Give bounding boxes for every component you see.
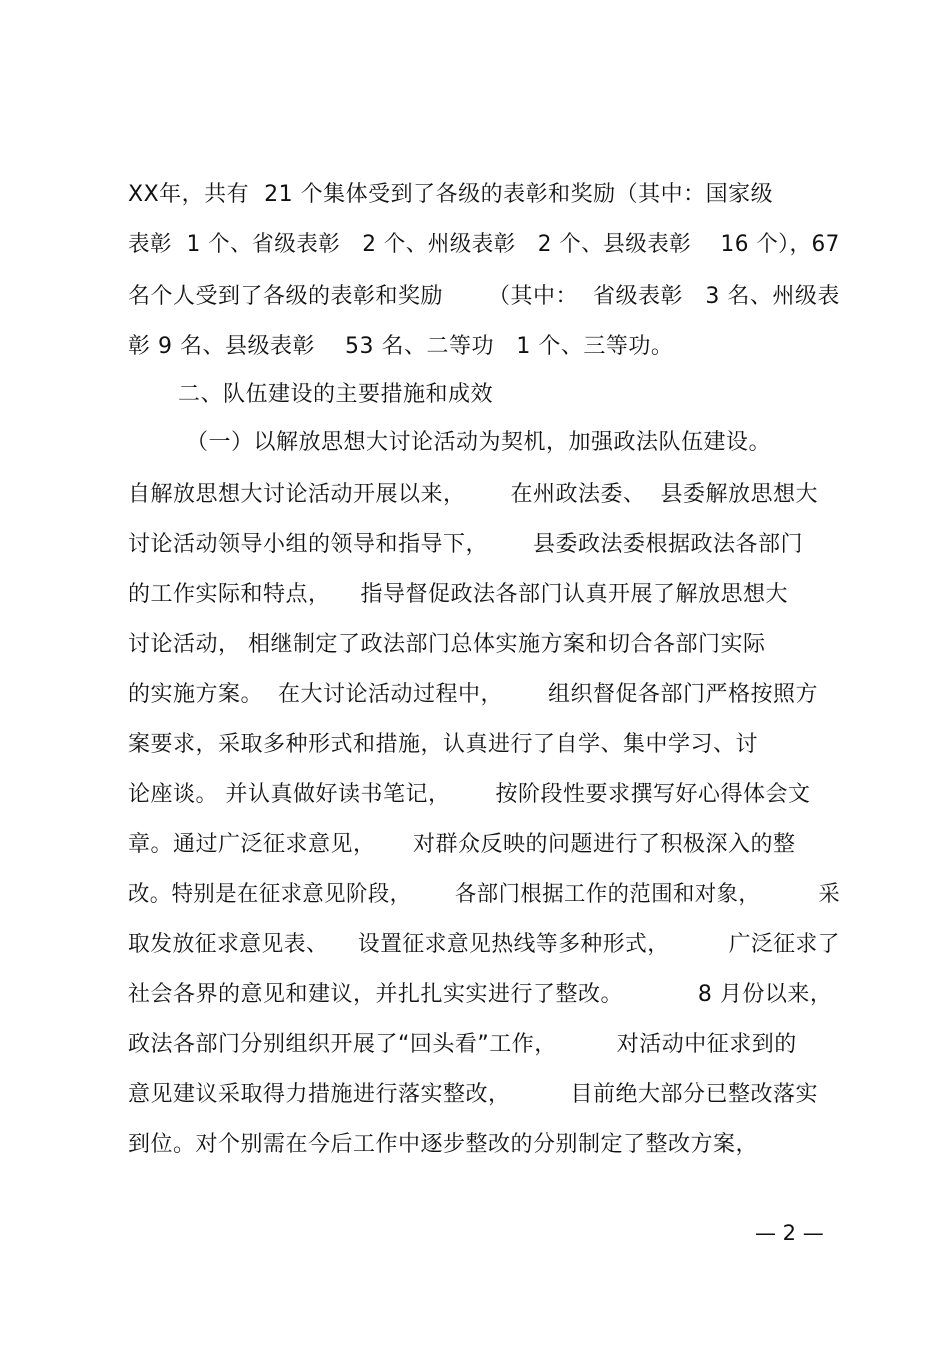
page-number: — 2 — — [755, 1221, 824, 1245]
text-line: 名个人受到了各级的表彰和奖励 （其中： 省级表彰 3 名、州级表 — [128, 284, 840, 309]
text-line: XX年，共有 21 个集体受到了各级的表彰和奖励（其中：国家级 — [128, 182, 774, 207]
text-line: 到位。对个别需在今后工作中逐步整改的分别制定了整改方案， — [128, 1132, 759, 1157]
text-line: 论座谈。 并认真做好读书笔记， 按阶段性要求撰写好心得体会文 — [128, 782, 811, 807]
text-line: 的实施方案。 在大讨论活动过程中， 组织督促各部门严格按照方 — [128, 682, 818, 707]
text-line: 的工作实际和特点， 指导督促政法各部门认真开展了解放思想大 — [128, 582, 788, 607]
text-line: 意见建议采取得力措施进行落实整改， 目前绝大部分已整改落实 — [128, 1082, 818, 1107]
section-heading: 二、队伍建设的主要措施和成效 — [178, 382, 494, 407]
text-line: 彰 9 名、县级表彰 53 名、二等功 1 个、三等功。 — [128, 334, 674, 359]
text-line: 讨论活动领导小组的领导和指导下， 县委政法委根据政法各部门 — [128, 532, 803, 557]
text-line: 取发放征求意见表、 设置征求意见热线等多种形式， 广泛征求了 — [128, 932, 841, 957]
text-line: 讨论活动， 相继制定了政法部门总体实施方案和切合各部门实际 — [128, 632, 766, 657]
text-line: 自解放思想大讨论活动开展以来， 在州政法委、 县委解放思想大 — [128, 482, 818, 507]
text-line: 章。通过广泛征求意见， 对群众反映的问题进行了积极深入的整 — [128, 832, 796, 857]
text-line: 案要求，采取多种形式和措施，认真进行了自学、集中学习、讨 — [128, 732, 759, 757]
text-line: 社会各界的意见和建议，并扎扎实实进行了整改。 8 月份以来， — [128, 982, 833, 1007]
text-line: 表彰 1 个、省级表彰 2 个、州级表彰 2 个、县级表彰 16 个），67 — [128, 232, 840, 257]
subsection-heading: （一）以解放思想大讨论活动为契机，加强政法队伍建设。 — [186, 430, 772, 455]
text-line: 政法各部门分别组织开展了“回头看”工作， 对活动中征求到的 — [128, 1032, 797, 1057]
text-line: 改。特别是在征求意见阶段， 各部门根据工作的范围和对象， 采 — [128, 882, 841, 907]
